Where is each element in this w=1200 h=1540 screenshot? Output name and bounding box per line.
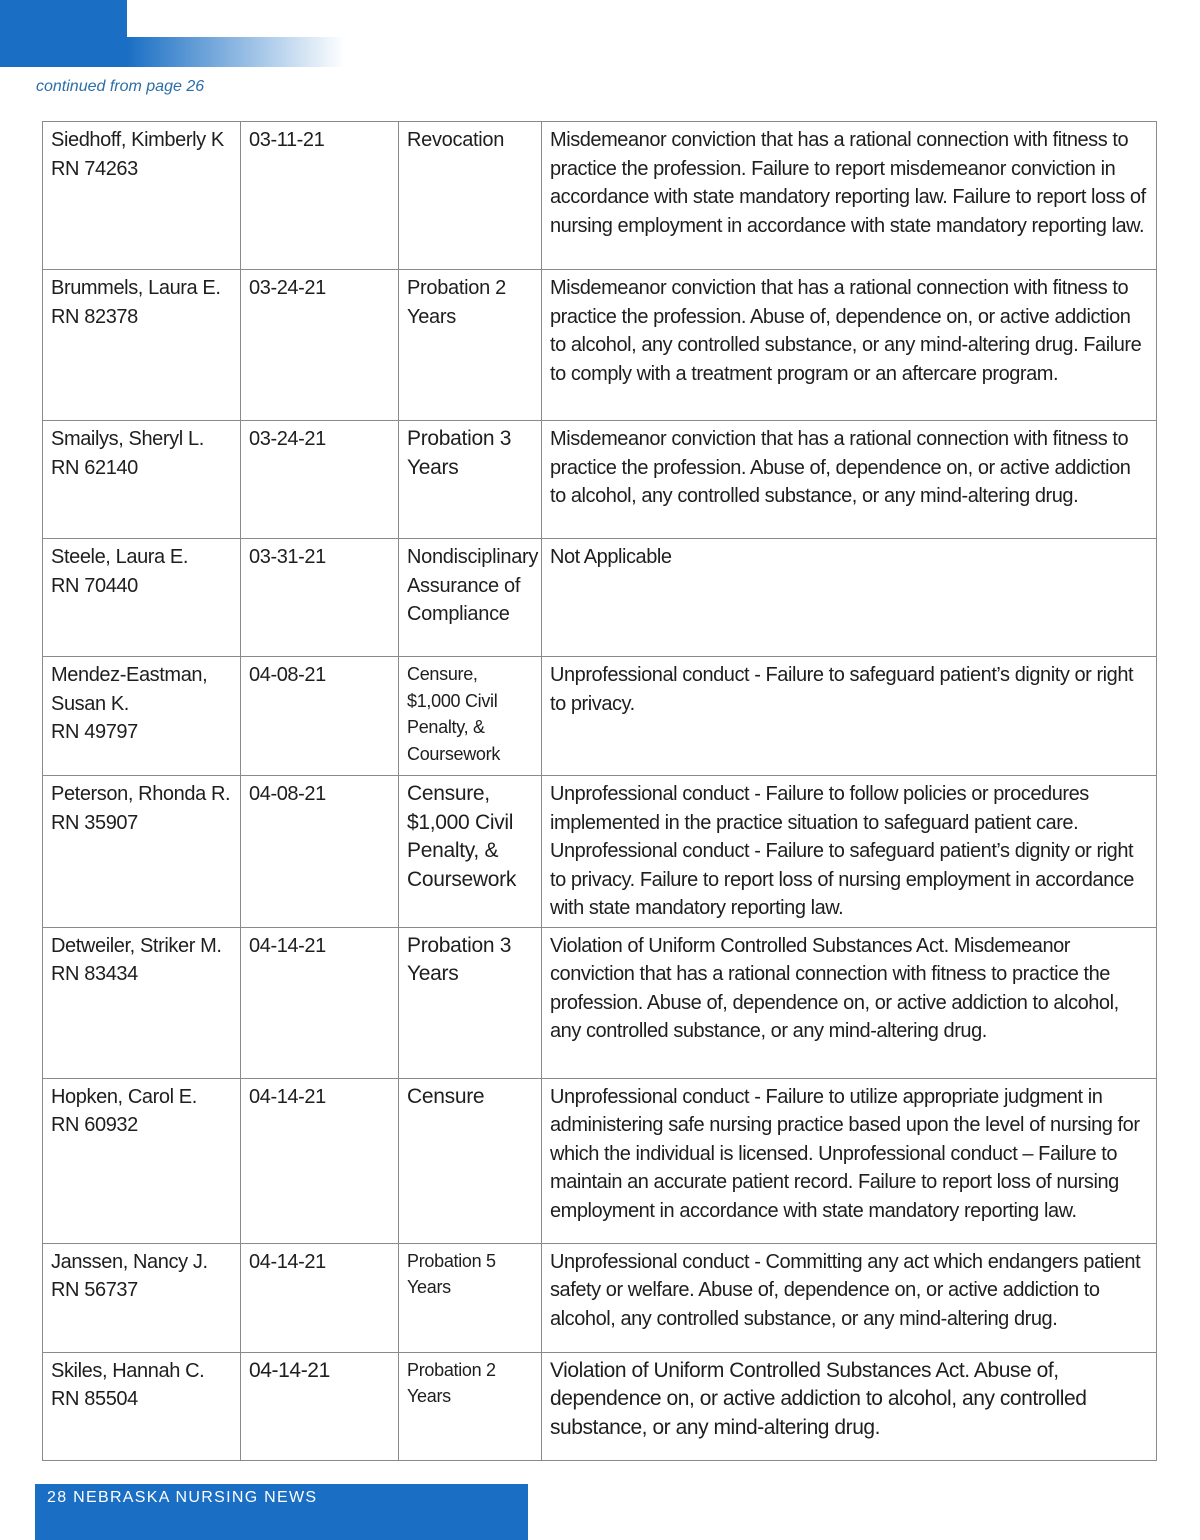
license-number: RN 70440 xyxy=(51,574,138,597)
license-number: RN 83434 xyxy=(51,963,138,985)
licensee-cell xyxy=(43,1243,241,1352)
licensee-cell xyxy=(43,270,241,421)
table-row xyxy=(43,776,1157,928)
action-date: 04-14-21 xyxy=(241,927,399,1078)
table-row xyxy=(43,1352,1157,1460)
page-number: 28 xyxy=(47,1489,68,1506)
license-number: RN 49797 xyxy=(51,721,138,743)
licensee-name: Siedhoff, Kimberly K xyxy=(51,129,224,151)
table-row xyxy=(43,1078,1157,1243)
action-date: 03-24-21 xyxy=(241,421,399,539)
disciplinary-action: Censure, $1,000 Civil Penalty, & Coursework xyxy=(399,657,542,776)
table-row xyxy=(43,1243,1157,1352)
license-number: RN 82378 xyxy=(51,305,138,328)
licensee-name: Smailys, Sheryl L. xyxy=(51,428,204,450)
action-date: 04-14-21 xyxy=(241,1243,399,1352)
licensee-name: Detweiler, Striker M. xyxy=(51,934,222,957)
action-date: 03-31-21 xyxy=(241,539,399,657)
violation-text: Unprofessional conduct - Failure to follow policies or procedures implemented in the practice situation to safeguard patient care. Unprofessional conduct - Failure to safeguard patient’s dignity or right to privacy. Failure to report loss of nursing employment in accordance with state mandatory reporting law. xyxy=(542,776,1157,928)
violation-text: Not Applicable xyxy=(542,539,1157,657)
disciplinary-action: Probation 5 Years xyxy=(399,1243,542,1352)
table-row xyxy=(43,657,1157,776)
licensee-cell xyxy=(43,122,241,270)
licensee-cell xyxy=(43,1078,241,1243)
table-row xyxy=(43,122,1157,270)
violation-text: Unprofessional conduct - Committing any act which endangers patient safety or welfare. Abuse of, dependence on, or active addiction to alcohol, any controlled substance, or any mind-altering drug. xyxy=(542,1243,1157,1352)
footer-text xyxy=(47,1489,317,1507)
disciplinary-action: Revocation xyxy=(399,122,542,270)
disciplinary-action: Probation 2 Years xyxy=(399,1352,542,1460)
violation-text: Misdemeanor conviction that has a rational connection with fitness to practice the profession. Abuse of, dependence on, or active addiction to alcohol, any controlled substance, or any mind-altering drug. xyxy=(542,421,1157,539)
licensee-cell xyxy=(43,776,241,928)
table-row xyxy=(43,927,1157,1078)
licensee-name: Steele, Laura E. xyxy=(51,546,189,568)
license-number: RN 56737 xyxy=(51,1279,138,1301)
violation-text: Unprofessional conduct - Failure to safeguard patient’s dignity or right to privacy. xyxy=(542,657,1157,776)
license-number: RN 60932 xyxy=(51,1114,138,1136)
disciplinary-action: Censure, $1,000 Civil Penalty, & Coursework xyxy=(399,776,542,928)
violation-text: Unprofessional conduct - Failure to utilize appropriate judgment in administering safe nursing practice based upon the level of nursing for which the individual is licensed. Unprofessional conduct – Failure to maintain an accurate patient record. Failure to report loss of nursing employment in accordance with state mandatory reporting law. xyxy=(542,1078,1157,1243)
violation-text: Violation of Uniform Controlled Substances Act. Abuse of, dependence on, or active addiction to alcohol, any controlled substance, or any mind-altering drug. xyxy=(542,1352,1157,1460)
continued-note: continued from page 26 xyxy=(36,78,205,95)
licensee-name: Janssen, Nancy J. xyxy=(51,1250,208,1273)
action-date: 03-24-21 xyxy=(241,270,399,421)
header-gradient-bar xyxy=(127,37,345,67)
violation-text: Violation of Uniform Controlled Substances Act. Misdemeanor conviction that has a rational connection with fitness to practice the profession. Abuse of, dependence on, or active addiction to alcohol, any controlled substance, or any mind-altering drug. xyxy=(542,927,1157,1078)
table-row xyxy=(43,270,1157,421)
table-row xyxy=(43,421,1157,539)
license-number: RN 74263 xyxy=(51,157,138,180)
licensee-name: Brummels, Laura E. xyxy=(51,277,221,299)
license-number: RN 35907 xyxy=(51,811,138,834)
violation-text: Misdemeanor conviction that has a rational connection with fitness to practice the profession. Abuse of, dependence on, or active addiction to alcohol, any controlled substance, or any mind-altering drug. Failure to comply with a treatment program or an aftercare program. xyxy=(542,270,1157,421)
licensee-cell xyxy=(43,657,241,776)
action-date: 04-08-21 xyxy=(241,776,399,928)
action-date: 04-08-21 xyxy=(241,657,399,776)
licensee-cell xyxy=(43,1352,241,1460)
disciplinary-action: Nondisciplinary Assurance of Compliance xyxy=(399,539,542,657)
licensee-name: Hopken, Carol E. xyxy=(51,1085,197,1108)
licensee-cell xyxy=(43,927,241,1078)
publication-name: NEBRASKA NURSING NEWS xyxy=(73,1489,318,1506)
violation-text: Misdemeanor conviction that has a rational connection with fitness to practice the profession. Failure to report misdemeanor conviction in accordance with state mandatory reporting law. Failure to report loss of nursing employment in accordance with state mandatory reporting law. xyxy=(542,122,1157,270)
disciplinary-action: Probation 3 Years xyxy=(399,927,542,1078)
action-date: 04-14-21 xyxy=(241,1352,399,1460)
action-date: 04-14-21 xyxy=(241,1078,399,1243)
disciplinary-actions-table xyxy=(42,121,1157,1461)
header-color-block xyxy=(0,0,127,67)
licensee-name: Mendez-Eastman, Susan K. xyxy=(51,664,208,715)
license-number: RN 85504 xyxy=(51,1388,138,1410)
licensee-cell xyxy=(43,421,241,539)
licensee-name: Skiles, Hannah C. xyxy=(51,1359,205,1382)
disciplinary-action: Probation 3 Years xyxy=(399,421,542,539)
disciplinary-action: Censure xyxy=(399,1078,542,1243)
licensee-cell xyxy=(43,539,241,657)
disciplinary-action: Probation 2 Years xyxy=(399,270,542,421)
table-row xyxy=(43,539,1157,657)
licensee-name: Peterson, Rhonda R. xyxy=(51,783,231,805)
action-date: 03-11-21 xyxy=(241,122,399,270)
license-number: RN 62140 xyxy=(51,456,138,479)
